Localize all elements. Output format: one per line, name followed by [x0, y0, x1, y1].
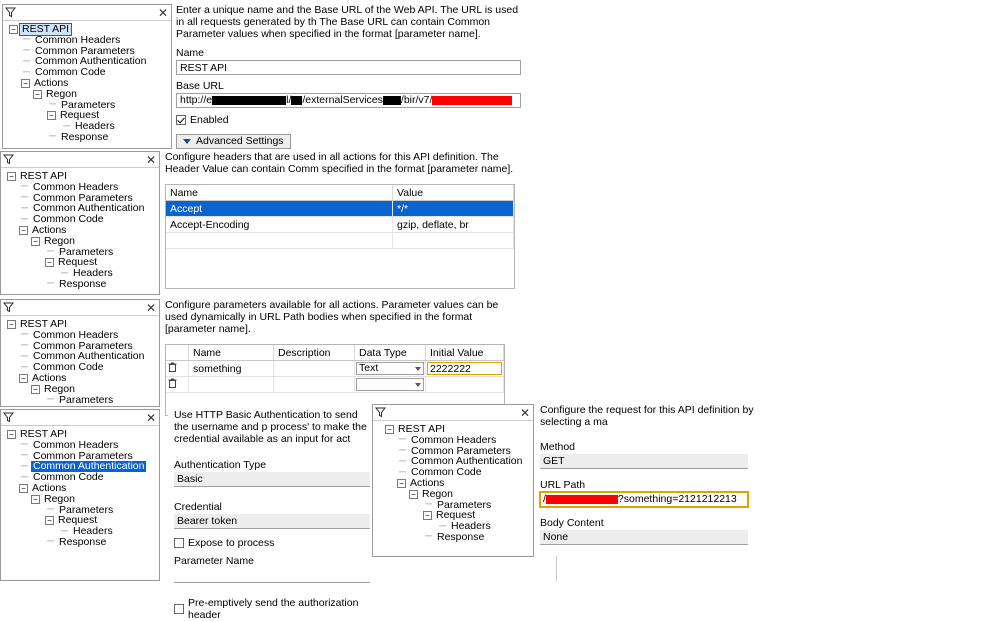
column-header-name[interactable]: Name — [189, 345, 274, 361]
base-url-label: Base URL — [176, 80, 224, 92]
chevron-down-icon — [183, 139, 191, 144]
tree-connector: ─ — [399, 466, 407, 478]
tree-connector: ─ — [21, 361, 29, 373]
tree-item-label: Actions — [32, 371, 67, 384]
tree-connector: ─ — [21, 202, 29, 214]
tree-item-label: Response — [59, 535, 107, 548]
tree-item-label: Headers — [73, 267, 113, 280]
tree-body-2 — [1, 168, 159, 292]
tree-connector: ─ — [47, 245, 55, 257]
divider — [556, 556, 557, 581]
tree-connector: ─ — [21, 460, 29, 472]
chevron-down-icon — [415, 383, 421, 387]
tree-item-actions[interactable] — [5, 225, 157, 236]
tree-panel-3[interactable] — [0, 299, 160, 407]
trash-icon[interactable] — [168, 378, 177, 388]
column-header-description[interactable]: Description — [274, 345, 355, 361]
tree-item-response[interactable] — [377, 532, 531, 543]
tree-panel-1[interactable] — [2, 4, 172, 149]
body-content-label: Body Content — [540, 517, 604, 529]
tree-item-label: Parameters — [59, 245, 114, 258]
expander-icon[interactable]: − — [385, 425, 394, 434]
tree-item-label: Common Code — [33, 471, 104, 484]
tree-item-label: Request — [58, 256, 98, 269]
name-input[interactable]: REST API — [176, 60, 521, 75]
tree-body-3 — [1, 316, 159, 407]
cell-header-name[interactable]: Accept-Encoding — [166, 217, 393, 233]
expander-icon[interactable]: − — [19, 374, 28, 383]
tree-item-common-code[interactable] — [5, 472, 157, 483]
tree-item-label: Headers — [75, 120, 115, 133]
column-header-initial-value[interactable]: Initial Value — [426, 345, 504, 361]
tree-item-common-headers[interactable] — [5, 440, 157, 451]
parameter-name-input[interactable] — [174, 568, 370, 583]
expander-icon[interactable]: − — [7, 430, 16, 439]
tree-item-regon[interactable] — [5, 236, 157, 247]
tree-item-common-headers[interactable] — [377, 435, 531, 446]
tree-item-actions[interactable] — [5, 373, 157, 384]
column-header-data-type[interactable]: Data Type — [355, 345, 426, 361]
panel-description: Enter a unique name and the Base URL of the Web API. The URL is used in all requests generated by th The Base URL can contain Common Parameter values when specified in the format [parameter name]. — [176, 4, 519, 40]
redaction-block-red — [432, 96, 512, 105]
expander-icon[interactable]: − — [19, 226, 28, 235]
cell-param-initial-value[interactable] — [426, 361, 504, 377]
panel-common-authentication — [168, 409, 373, 621]
column-header-actions — [166, 345, 189, 361]
headers-table — [166, 185, 514, 249]
tree-item-label: Common Authentication — [35, 55, 147, 68]
tree-item-common-code[interactable] — [5, 362, 157, 373]
tree-item-label: Common Parameters — [33, 191, 133, 204]
expander-icon[interactable]: − — [31, 237, 40, 246]
tree-item-response[interactable] — [5, 279, 157, 290]
base-url-input[interactable] — [176, 93, 521, 108]
redaction-block-red — [546, 495, 618, 504]
tree-item-regon[interactable] — [7, 89, 169, 100]
tree-item-actions[interactable] — [5, 483, 157, 494]
tree-item-label: Common Code — [35, 66, 106, 79]
panel-description: Use HTTP Basic Authentication to send the username and p process' to make the credential available as an input for act — [174, 409, 367, 445]
cell-param-data-type[interactable] — [355, 361, 426, 377]
tree-item-label: Request — [60, 109, 100, 122]
table-row[interactable] — [166, 361, 504, 377]
table-header-row — [166, 345, 504, 361]
expander-icon[interactable]: − — [31, 495, 40, 504]
expose-to-process-label: Expose to process — [188, 537, 275, 549]
tree-item-label: Parameters — [59, 503, 114, 516]
tree-connector: ─ — [439, 520, 447, 532]
url-path-query: ?something=2121212213 — [617, 493, 737, 505]
tree-panel-4[interactable] — [0, 409, 160, 581]
tree-item-label: Common Headers — [33, 328, 119, 341]
filter-icon[interactable] — [375, 407, 386, 418]
close-icon[interactable]: ✕ — [145, 300, 157, 315]
tree-item-label: Actions — [410, 476, 445, 489]
tree-connector: ─ — [399, 434, 407, 446]
tree-item-label: Parameters — [61, 98, 116, 111]
tree-item-label: REST API — [20, 170, 68, 182]
tree-item-label: Common Parameters — [33, 449, 133, 462]
tree-connector: ─ — [23, 66, 31, 78]
tree-item-actions[interactable] — [377, 478, 531, 489]
tree-item-label: REST API — [20, 428, 68, 440]
tree-item-label: Regon — [46, 87, 77, 100]
tree-body-4 — [1, 426, 159, 550]
chevron-down-icon — [415, 367, 421, 371]
tree-item-label: Request — [436, 509, 476, 522]
table-row-empty[interactable] — [166, 233, 514, 249]
preemptive-auth-checkbox[interactable] — [174, 604, 184, 614]
tree-item-common-code[interactable] — [7, 67, 169, 78]
url-path-input[interactable] — [540, 492, 748, 507]
column-header-name[interactable]: Name — [166, 185, 393, 201]
tree-item-label: Request — [58, 514, 98, 527]
tree-item-label: Response — [59, 277, 107, 290]
tree-connector: ─ — [47, 278, 55, 290]
advanced-settings-button[interactable] — [176, 134, 291, 149]
tree-panel-5[interactable] — [372, 404, 534, 557]
enabled-checkbox-row[interactable] — [176, 114, 524, 126]
tree-item-label: Headers — [73, 525, 113, 538]
tree-item-label: Response — [61, 130, 109, 143]
base-url-prefix: http://e — [180, 94, 213, 106]
url-path-label: URL Path — [540, 479, 586, 491]
redaction-block — [291, 96, 302, 105]
tree-item-label: Common Parameters — [35, 44, 135, 57]
cell-param-data-type[interactable] — [355, 377, 426, 393]
advanced-settings-label: Advanced Settings — [196, 135, 284, 147]
close-icon[interactable]: ✕ — [145, 410, 157, 425]
tree-item-label: Common Headers — [33, 180, 119, 193]
close-icon[interactable]: ✕ — [519, 405, 531, 420]
tree-connector: ─ — [21, 350, 29, 362]
tree-connector: ─ — [49, 131, 57, 143]
tree-item-label: Common Authentication — [411, 455, 523, 468]
tree-item-label: Common Authentication — [33, 202, 145, 215]
expose-to-process-row[interactable] — [174, 537, 373, 549]
expander-icon[interactable]: − — [397, 479, 406, 488]
expander-icon[interactable]: − — [45, 516, 54, 525]
authentication-type-label: Authentication Type — [174, 459, 267, 471]
table-header-row — [166, 185, 514, 201]
tree-item-label: Actions — [32, 481, 67, 494]
cell-param-name[interactable] — [189, 377, 274, 393]
tree-item-label: Common Parameters — [411, 444, 511, 457]
data-type-value: Text — [359, 362, 379, 374]
tree-connector: ─ — [21, 191, 29, 203]
base-url-mid3: /bir/v7/ — [400, 94, 433, 106]
panel-common-headers — [165, 151, 520, 295]
panel-description: Configure headers that are used in all actions for this API definition. The Header Value can contain Comm specified in the format [parameter name]. — [165, 151, 514, 175]
tree-item-label: REST API — [20, 318, 68, 330]
cell-empty[interactable] — [166, 233, 393, 249]
tree-item-label: Common Parameters — [33, 339, 133, 352]
initial-value-input[interactable]: 2222222 — [427, 362, 502, 375]
expander-icon[interactable]: − — [7, 172, 16, 181]
tree-connector: ─ — [21, 329, 29, 341]
filter-icon[interactable] — [3, 154, 14, 165]
tree-connector: ─ — [425, 531, 433, 543]
expander-icon[interactable]: − — [33, 90, 42, 99]
tree-item-label: Common Headers — [33, 438, 119, 451]
cell-param-description[interactable] — [274, 361, 355, 377]
tree-item-response[interactable] — [7, 132, 169, 143]
tree-connector: ─ — [21, 439, 29, 451]
panel-request — [540, 404, 800, 564]
name-label: Name — [176, 47, 205, 59]
close-icon[interactable]: ✕ — [157, 5, 169, 20]
tree-connector: ─ — [21, 181, 29, 193]
filter-icon[interactable] — [3, 302, 14, 313]
tree-item-label: Parameters — [437, 498, 492, 511]
tree-item-label: REST API — [22, 23, 70, 35]
expander-icon[interactable]: − — [409, 490, 418, 499]
tree-connector: ─ — [399, 455, 407, 467]
filter-icon[interactable] — [3, 412, 14, 423]
expander-icon[interactable]: − — [31, 385, 40, 394]
tree-item-common-code[interactable] — [377, 467, 531, 478]
tree-item-label: Regon — [44, 234, 75, 247]
cell-empty[interactable] — [393, 233, 514, 249]
method-label: Method — [540, 441, 576, 453]
expander-icon[interactable]: − — [423, 511, 432, 520]
parameter-name-label: Parameter Name — [174, 555, 254, 567]
expander-icon[interactable]: − — [45, 258, 54, 267]
tree-toolbar-3 — [1, 300, 159, 316]
authentication-type-input[interactable]: Basic — [174, 472, 370, 487]
expander-icon[interactable]: − — [9, 25, 18, 34]
tree-connector: ─ — [23, 44, 31, 56]
url-path-prefix: / — [543, 493, 546, 505]
tree-item-regon[interactable] — [377, 489, 531, 500]
cell-header-name[interactable]: Accept — [166, 201, 393, 217]
tree-item-label: Actions — [34, 76, 69, 89]
tree-toolbar-5 — [373, 405, 533, 421]
tree-connector: ─ — [47, 393, 55, 405]
expose-to-process-checkbox[interactable] — [174, 538, 184, 548]
tree-item-label: Common Headers — [35, 33, 121, 46]
tree-connector: ─ — [63, 120, 71, 132]
tree-toolbar-4 — [1, 410, 159, 426]
tree-connector: ─ — [21, 449, 29, 461]
headers-grid[interactable] — [165, 184, 515, 289]
tree-item-label: REST API — [398, 423, 446, 435]
tree-connector: ─ — [21, 339, 29, 351]
tree-item-label: Response — [437, 530, 485, 543]
redaction-block — [383, 96, 401, 105]
table-row[interactable] — [166, 201, 514, 217]
body-content-input[interactable]: None — [540, 530, 748, 545]
tree-connector: ─ — [61, 525, 69, 537]
tree-item-label: Regon — [44, 382, 75, 395]
tree-connector: ─ — [61, 267, 69, 279]
tree-item-common-headers[interactable] — [7, 35, 169, 46]
table-row[interactable] — [166, 377, 504, 393]
expander-icon[interactable]: − — [7, 320, 16, 329]
tree-item-label: Common Authentication — [33, 350, 145, 363]
tree-item-common-headers[interactable] — [5, 182, 157, 193]
tree-body-1 — [3, 21, 171, 145]
trash-icon[interactable] — [168, 362, 177, 372]
tree-item-actions[interactable] — [7, 78, 169, 89]
tree-connector: ─ — [47, 536, 55, 548]
tree-connector: ─ — [21, 213, 29, 225]
data-type-dropdown[interactable] — [356, 362, 424, 375]
enabled-label: Enabled — [190, 114, 229, 126]
preemptive-auth-label: Pre-emptively send the authorization header — [188, 597, 359, 621]
expander-icon[interactable]: − — [47, 111, 56, 120]
tree-item-regon[interactable] — [5, 384, 157, 395]
cell-param-initial-value[interactable] — [426, 377, 504, 393]
enabled-checkbox[interactable] — [176, 115, 186, 125]
tree-item-parameters[interactable] — [5, 395, 157, 406]
tree-connector: ─ — [23, 34, 31, 46]
tree-connector: ─ — [49, 98, 57, 110]
tree-connector: ─ — [21, 471, 29, 483]
panel-description: Configure the request for this API definition by selecting a ma — [540, 404, 754, 428]
tree-item-label: Common Authentication — [33, 460, 145, 473]
preemptive-auth-row[interactable] — [174, 597, 373, 621]
tree-connector: ─ — [23, 55, 31, 67]
column-header-value[interactable]: Value — [393, 185, 514, 201]
cell-header-value[interactable]: */* — [393, 201, 514, 217]
cell-param-name[interactable]: something — [189, 361, 274, 377]
parameters-table — [166, 345, 504, 393]
tree-item-label: Common Code — [33, 213, 104, 226]
panel-general — [176, 4, 524, 149]
tree-item-common-code[interactable] — [5, 214, 157, 225]
tree-toolbar-1 — [3, 5, 171, 21]
tree-connector: ─ — [399, 444, 407, 456]
tree-connector: ─ — [47, 503, 55, 515]
tree-body-5 — [373, 421, 533, 545]
tree-item-response[interactable] — [5, 537, 157, 548]
filter-icon[interactable] — [5, 7, 16, 18]
tree-item-label: Actions — [32, 223, 67, 236]
tree-item-regon[interactable] — [5, 494, 157, 505]
tree-item-common-headers[interactable] — [5, 330, 157, 341]
cell-header-value[interactable]: gzip, deflate, br — [393, 217, 514, 233]
tree-item-label: Common Headers — [411, 433, 497, 446]
table-row[interactable] — [166, 217, 514, 233]
tree-connector: ─ — [425, 498, 433, 510]
cell-delete[interactable] — [166, 361, 189, 377]
panel-common-parameters — [165, 299, 520, 407]
credential-input[interactable]: Bearer token — [174, 514, 370, 529]
tree-item-label: Common Code — [411, 466, 482, 479]
cell-delete[interactable] — [166, 377, 189, 393]
credential-label: Credential — [174, 501, 222, 513]
redaction-block — [212, 96, 286, 105]
cell-param-description[interactable] — [274, 377, 355, 393]
tree-item-label: Regon — [422, 487, 453, 500]
method-input[interactable]: GET — [540, 454, 748, 469]
expander-icon[interactable]: − — [21, 79, 30, 88]
expander-icon[interactable]: − — [19, 484, 28, 493]
base-url-mid1: l/ — [286, 94, 292, 106]
tree-item-label: Regon — [44, 492, 75, 505]
tree-item-label: Headers — [451, 520, 491, 533]
tree-toolbar-2 — [1, 152, 159, 168]
panel-description: Configure parameters available for all actions. Parameter values can be used dynamically in URL Path bodies when specified in the format [parameter name]. — [165, 299, 499, 335]
base-url-mid2: /externalServices — [302, 94, 383, 106]
close-icon[interactable]: ✕ — [145, 152, 157, 167]
tree-item-label: Common Code — [33, 361, 104, 374]
tree-panel-2[interactable] — [0, 151, 160, 295]
tree-item-label: Parameters — [59, 393, 114, 406]
data-type-dropdown[interactable] — [356, 378, 424, 391]
